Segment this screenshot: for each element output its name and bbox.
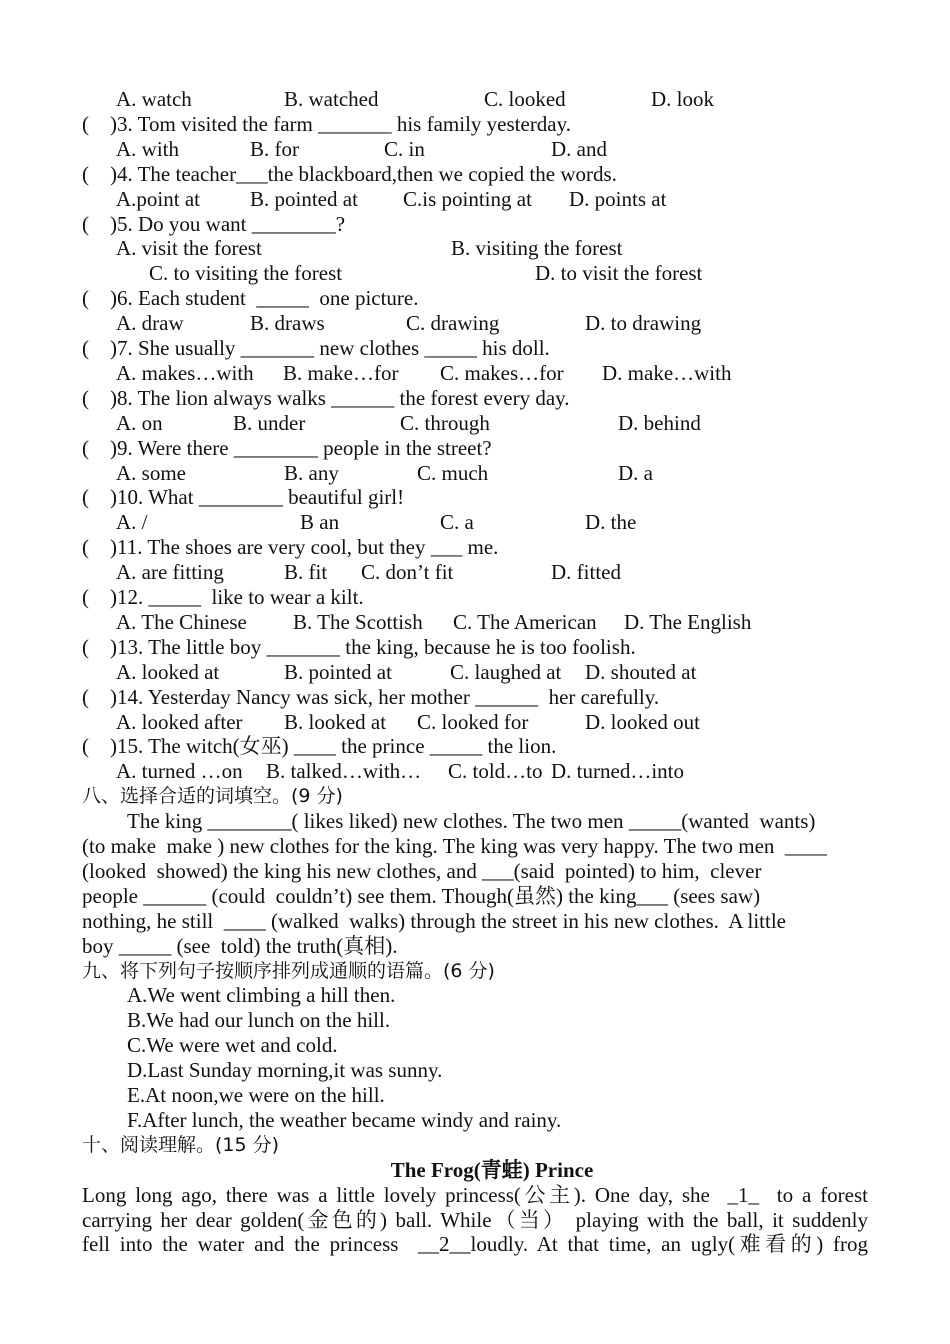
option: A. on bbox=[116, 410, 163, 435]
option: C. much bbox=[417, 460, 489, 485]
option: C.is pointing at bbox=[403, 186, 532, 211]
option: D. and bbox=[551, 136, 607, 161]
option: C. The American bbox=[453, 609, 597, 634]
option: C. looked for bbox=[417, 709, 529, 734]
option: C. laughed at bbox=[450, 659, 562, 684]
option: A. turned …on bbox=[116, 759, 243, 784]
question-3-stem bbox=[0, 112, 950, 137]
option: B. make…for bbox=[283, 360, 399, 385]
passage-text: people ______ (could couldn’t) see them. Though(虽然) the king___ (sees saw) bbox=[82, 883, 761, 908]
option: B. under bbox=[233, 410, 306, 435]
question-11-stem bbox=[0, 535, 950, 560]
option: B. draws bbox=[250, 311, 325, 336]
option: B. looked at bbox=[284, 709, 387, 734]
question-7-options bbox=[0, 361, 950, 386]
option: A. watch bbox=[116, 87, 192, 111]
question-6-stem bbox=[0, 286, 950, 311]
option: D. make…with bbox=[602, 360, 732, 385]
question-12-options bbox=[0, 610, 950, 635]
option: B. pointed at bbox=[284, 659, 392, 684]
section-8-passage-line bbox=[0, 809, 950, 834]
option: C. in bbox=[384, 136, 425, 161]
section-9-sentence bbox=[0, 1083, 950, 1108]
sentence-item: C.We were wet and cold. bbox=[127, 1033, 338, 1058]
option: B. for bbox=[250, 136, 299, 161]
question-14-stem bbox=[0, 685, 950, 710]
sentence-item: A.We went climbing a hill then. bbox=[127, 983, 396, 1008]
option: C. looked bbox=[484, 87, 566, 111]
question-9-options bbox=[0, 461, 950, 486]
question-stem: ( )8. The lion always walks ______ the forest every day. bbox=[82, 385, 570, 410]
option: C. through bbox=[400, 410, 490, 435]
story-text: carrying her dear golden(金色的) ball. While（当） playing with the ball, it suddenly bbox=[82, 1207, 868, 1232]
option: B. fit bbox=[284, 560, 328, 585]
section-8-passage-line bbox=[0, 934, 950, 959]
option: C. a bbox=[440, 510, 474, 535]
question-stem: ( )4. The teacher___the blackboard,then we copied the words. bbox=[82, 161, 617, 186]
passage-text: nothing, he still ____ (walked walks) through the street in his new clothes. A little bbox=[82, 908, 786, 933]
question-5-options-row1 bbox=[0, 236, 950, 261]
section-9-sentence bbox=[0, 1033, 950, 1058]
option: D. look bbox=[651, 87, 714, 111]
option: D. to visit the forest bbox=[535, 261, 703, 286]
section-9-sentence bbox=[0, 983, 950, 1008]
question-stem: ( )13. The little boy _______ the king, because he is too foolish. bbox=[82, 634, 636, 659]
option: D. looked out bbox=[585, 709, 700, 734]
section-9-heading bbox=[0, 959, 950, 984]
question-5-options-row2 bbox=[0, 261, 950, 286]
option: B. pointed at bbox=[250, 186, 358, 211]
option: A.point at bbox=[116, 186, 200, 211]
question-stem: ( )14. Yesterday Nancy was sick, her mother ______ her carefully. bbox=[82, 684, 660, 709]
question-13-stem bbox=[0, 635, 950, 660]
passage-text: (looked showed) the king his new clothes, and ___(said pointed) to him, clever bbox=[82, 858, 762, 883]
passage-text: (to make make ) new clothes for the king. The king was very happy. The two men ____ bbox=[82, 834, 827, 858]
question-8-options bbox=[0, 411, 950, 436]
sentence-item: E.At noon,we were on the hill. bbox=[127, 1083, 385, 1107]
option: D. a bbox=[618, 460, 653, 485]
option: C. told…to bbox=[448, 759, 543, 784]
question-4-options bbox=[0, 187, 950, 212]
question-2-options bbox=[0, 87, 950, 112]
option: C. to visiting the forest bbox=[149, 261, 343, 286]
question-stem: ( )12. _____ like to wear a kilt. bbox=[82, 585, 364, 609]
question-stem: ( )10. What ________ beautiful girl! bbox=[82, 485, 405, 510]
option: C. makes…for bbox=[440, 360, 564, 385]
section-heading: 八、选择合适的词填空。(9 分) bbox=[82, 785, 343, 808]
option: A. draw bbox=[116, 311, 184, 336]
section-heading: 十、阅读理解。(15 分) bbox=[82, 1133, 280, 1156]
section-10-heading bbox=[0, 1133, 950, 1158]
question-stem: ( )5. Do you want ________? bbox=[82, 211, 346, 236]
question-6-options bbox=[0, 311, 950, 336]
option: B. talked…with… bbox=[266, 759, 422, 784]
option: D. points at bbox=[569, 186, 667, 211]
story-text: fell into the water and the princess __2__loudly. At that time, an ugly(难看的) frog bbox=[82, 1232, 868, 1257]
story-title-text: The Frog(青蛙) Prince bbox=[390, 1157, 594, 1182]
passage-text: boy _____ (see told) the truth(真相). bbox=[82, 933, 398, 958]
question-5-stem bbox=[0, 212, 950, 237]
option: C. drawing bbox=[406, 311, 500, 336]
option: D. behind bbox=[618, 410, 701, 435]
question-11-options bbox=[0, 560, 950, 585]
question-15-stem bbox=[0, 734, 950, 759]
option: B an bbox=[300, 510, 340, 535]
section-8-heading bbox=[0, 784, 950, 809]
section-9-sentence bbox=[0, 1108, 950, 1133]
question-15-options bbox=[0, 759, 950, 784]
option: A. are fitting bbox=[116, 560, 224, 585]
section-8-passage-line bbox=[0, 859, 950, 884]
option: B. The Scottish bbox=[293, 609, 423, 634]
option: B. any bbox=[284, 460, 339, 485]
option: A. with bbox=[116, 136, 179, 161]
option: B. watched bbox=[284, 87, 379, 111]
section-9-sentence bbox=[0, 1008, 950, 1033]
option: D. The English bbox=[624, 609, 752, 634]
question-3-options bbox=[0, 137, 950, 162]
section-8-passage-line bbox=[0, 884, 950, 909]
section-8-passage-line bbox=[0, 909, 950, 934]
story-text: Long long ago, there was a little lovely princess(公主). One day, she _1_ to a forest bbox=[82, 1182, 868, 1207]
option: B. visiting the forest bbox=[451, 236, 623, 261]
sentence-item: F.After lunch, the weather became windy and rainy. bbox=[127, 1107, 562, 1132]
option: A. some bbox=[116, 460, 186, 485]
question-14-options bbox=[0, 710, 950, 735]
option: A. looked after bbox=[116, 709, 243, 734]
story-line bbox=[0, 1183, 950, 1208]
story-title bbox=[0, 1158, 950, 1183]
option: D. shouted at bbox=[585, 659, 697, 684]
option: A. makes…with bbox=[116, 360, 254, 385]
section-9-sentence bbox=[0, 1058, 950, 1083]
section-heading: 九、将下列句子按顺序排列成通顺的语篇。(6 分) bbox=[82, 959, 495, 982]
option: D. fitted bbox=[551, 560, 621, 585]
question-stem: ( )9. Were there ________ people in the street? bbox=[82, 435, 492, 460]
section-8-passage-line bbox=[0, 834, 950, 859]
passage-text: The king ________( likes liked) new clothes. The two men _____(wanted wants) bbox=[127, 809, 816, 834]
question-10-stem bbox=[0, 485, 950, 510]
option: D. the bbox=[585, 510, 637, 535]
question-stem: ( )6. Each student _____ one picture. bbox=[82, 286, 419, 311]
sentence-item: D.Last Sunday morning,it was sunny. bbox=[127, 1058, 443, 1083]
question-stem: ( )15. The witch(女巫) ____ the prince _____ the lion. bbox=[82, 734, 557, 759]
option: C. don’t fit bbox=[361, 560, 454, 585]
question-10-options bbox=[0, 510, 950, 535]
question-12-stem bbox=[0, 585, 950, 610]
question-8-stem bbox=[0, 386, 950, 411]
option: A. visit the forest bbox=[116, 236, 262, 261]
question-9-stem bbox=[0, 436, 950, 461]
question-13-options bbox=[0, 660, 950, 685]
story-line bbox=[0, 1232, 950, 1257]
story-line bbox=[0, 1208, 950, 1233]
option: A. looked at bbox=[116, 659, 220, 684]
question-7-stem bbox=[0, 336, 950, 361]
option: D. to drawing bbox=[585, 311, 702, 336]
option: A. The Chinese bbox=[116, 609, 247, 634]
question-stem: ( )3. Tom visited the farm _______ his family yesterday. bbox=[82, 111, 572, 136]
question-stem: ( )7. She usually _______ new clothes _____ his doll. bbox=[82, 336, 550, 360]
question-stem: ( )11. The shoes are very cool, but they ___ me. bbox=[82, 535, 499, 560]
question-4-stem bbox=[0, 162, 950, 187]
option: D. turned…into bbox=[551, 759, 684, 784]
sentence-item: B.We had our lunch on the hill. bbox=[127, 1008, 391, 1033]
option: A. / bbox=[116, 510, 148, 535]
